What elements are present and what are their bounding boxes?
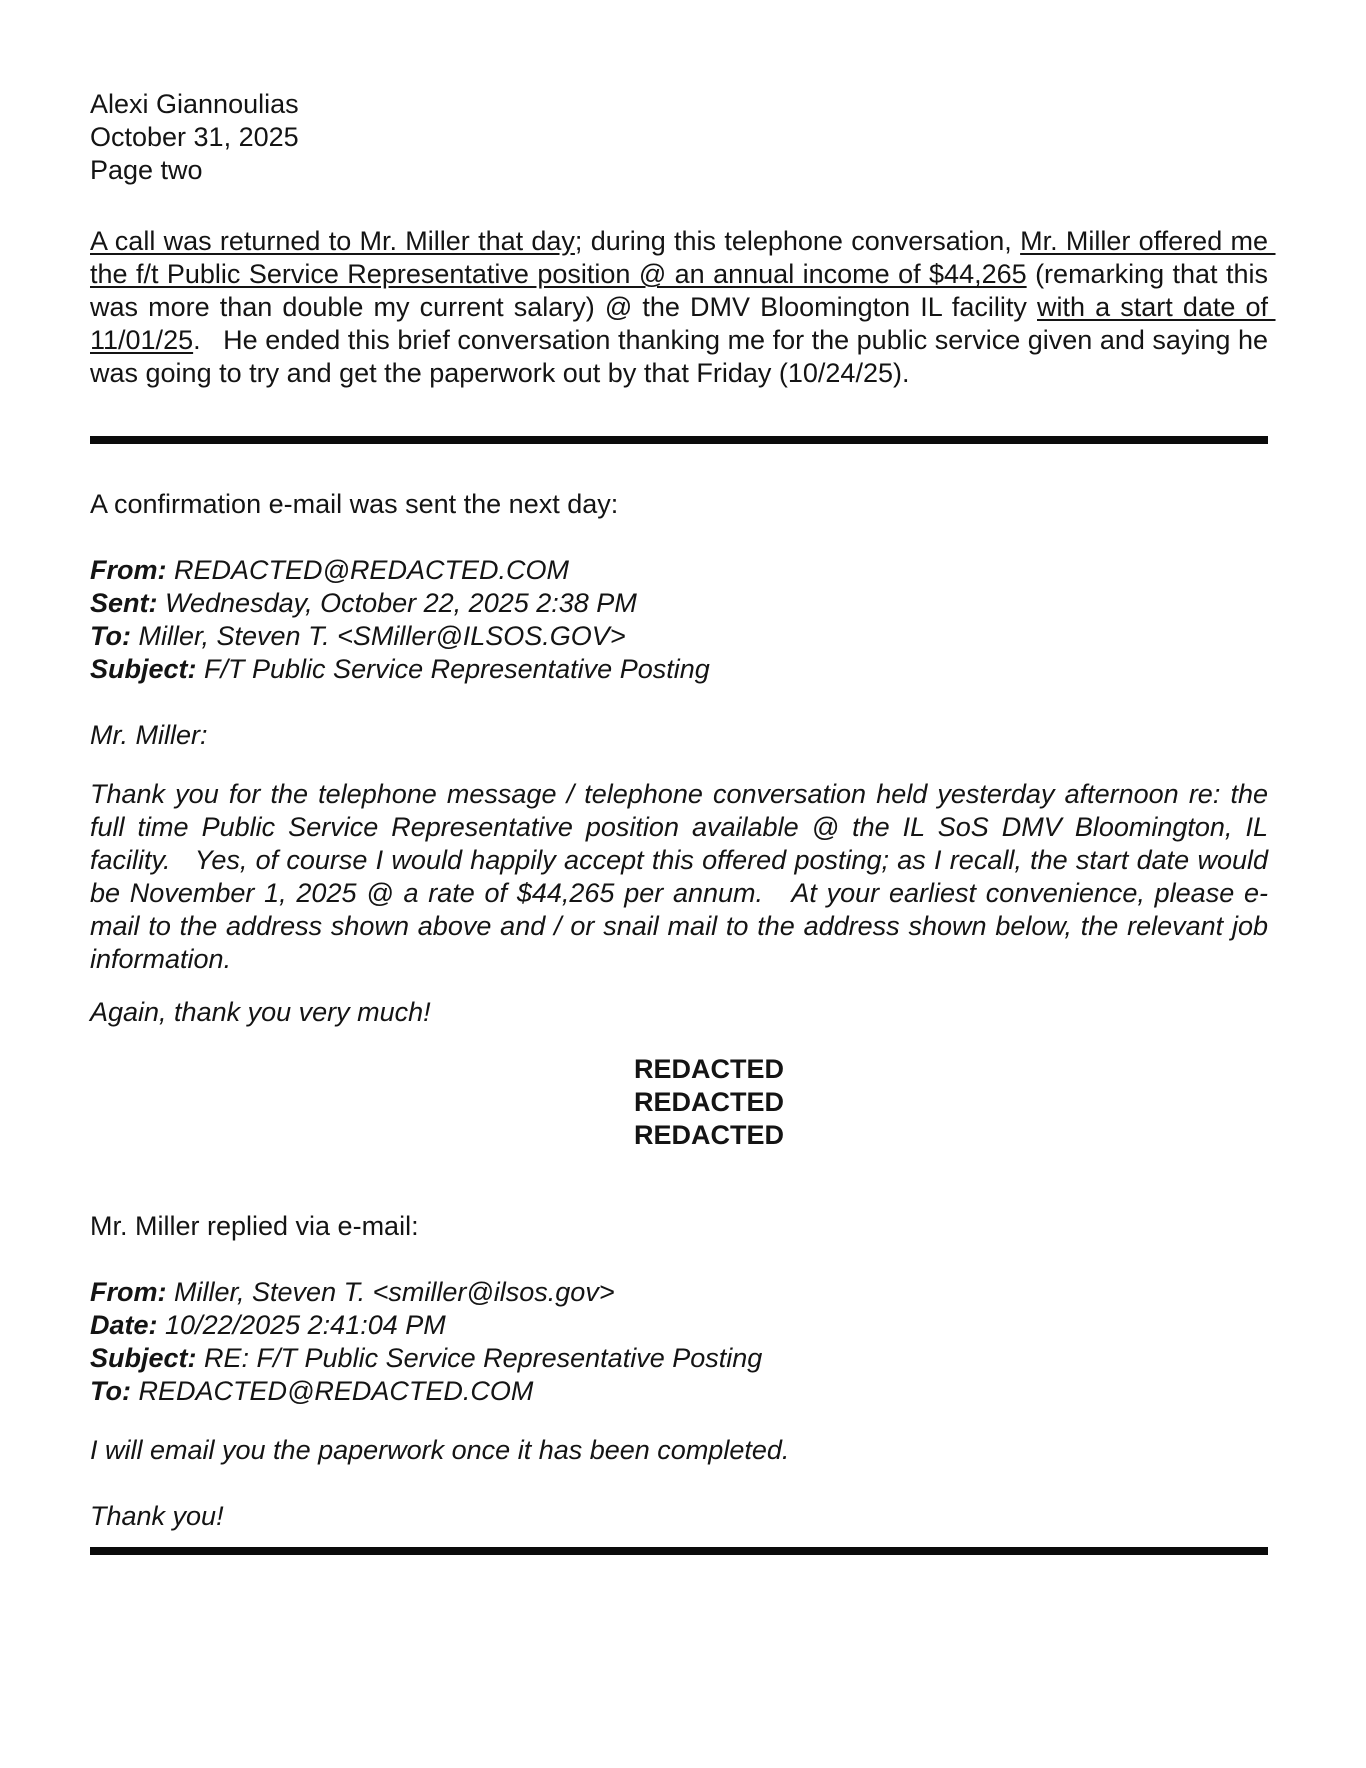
email-header-sent	[90, 587, 1268, 620]
reply-email-headers	[90, 1276, 1268, 1408]
from-value: REDACTED@REDACTED.COM	[174, 555, 569, 585]
narrative-underlined-segment-2: Mr. Miller offered me the f/t Public Service Representative position @ an annual income of $44,265	[90, 226, 1276, 289]
email-header-to	[90, 620, 1268, 653]
subject-value: F/T Public Service Representative Posting	[204, 654, 710, 684]
reply-email	[90, 1276, 1268, 1533]
confirmation-email	[90, 554, 1276, 1152]
subject-label: Subject:	[90, 1343, 197, 1373]
page-number: Page two	[90, 155, 203, 185]
subject-label: Subject:	[90, 654, 197, 684]
confirmation-email-headers	[90, 554, 1268, 686]
date-label: Date:	[90, 1310, 158, 1340]
letter-header	[90, 88, 1268, 187]
reply-email-body: I will email you the paperwork once it has been completed.	[90, 1435, 790, 1465]
section-divider-bottom	[90, 1547, 1268, 1555]
from-value: Miller, Steven T. <smiller@ilsos.gov>	[174, 1277, 615, 1307]
email-header-from	[90, 554, 1268, 587]
to-value: REDACTED@REDACTED.COM	[138, 1376, 534, 1406]
sent-label: Sent:	[90, 588, 158, 618]
confirmation-intro: A confirmation e-mail was sent the next day:	[90, 489, 619, 519]
narrative-underlined-segment-3: with a start date of 11/01/25	[90, 292, 1276, 355]
from-label: From:	[90, 1277, 167, 1307]
narrative-paragraph	[90, 225, 1276, 390]
narrative-plain-segment-3: . He ended this brief conversation thanking me for the public service given and saying he was going to try and get the paperwork out by that Friday (10/24/25).	[90, 325, 1276, 388]
redacted-signature-line: REDACTED	[633, 1087, 784, 1117]
letter-date: October 31, 2025	[90, 122, 299, 152]
narrative-plain-segment-1: ; during this telephone conversation,	[574, 226, 1021, 256]
to-label: To:	[90, 1376, 131, 1406]
reply-header-from	[90, 1276, 1268, 1309]
narrative-plain-segment-2: (remarking that this was more than double my current salary) @ the DMV Bloomington IL facility	[90, 259, 1276, 322]
to-value: Miller, Steven T. <SMiller@ILSOS.GOV>	[138, 621, 626, 651]
subject-value: RE: F/T Public Service Representative Posting	[204, 1343, 763, 1373]
reply-header-subject	[90, 1342, 1268, 1375]
sent-value: Wednesday, October 22, 2025 2:38 PM	[165, 588, 637, 618]
reply-header-date	[90, 1309, 1268, 1342]
redacted-signature-line: REDACTED	[633, 1054, 784, 1084]
author-name: Alexi Giannoulias	[90, 89, 299, 119]
email-header-subject	[90, 653, 1268, 686]
reply-email-thanks: Thank you!	[90, 1501, 224, 1531]
narrative-underlined-segment-1: A call was returned to Mr. Miller that day	[90, 226, 575, 256]
confirmation-email-body: Thank you for the telephone message / telephone conversation held yesterday afternoon re: the full time Public Service Representative position available @ the IL SoS DMV Bloomington, IL facility. Yes, of course I would happily accept this offered posting; as I recall, the start date would be November 1, 2025 @ a rate of $44,265 per annum. At your earliest convenience, please e-mail to the address shown above and / or snail mail to the address shown below, the relevant job information.	[90, 779, 1276, 974]
to-label: To:	[90, 621, 131, 651]
reply-intro: Mr. Miller replied via e-mail:	[90, 1211, 419, 1241]
redacted-signature-block	[90, 1053, 1268, 1152]
email-salutation: Mr. Miller:	[90, 720, 208, 750]
from-label: From:	[90, 555, 167, 585]
email-closing: Again, thank you very much!	[90, 997, 431, 1027]
section-divider-top	[90, 436, 1268, 444]
redacted-signature-line: REDACTED	[633, 1120, 784, 1150]
reply-header-to	[90, 1375, 1268, 1408]
date-value: 10/22/2025 2:41:04 PM	[165, 1310, 446, 1340]
